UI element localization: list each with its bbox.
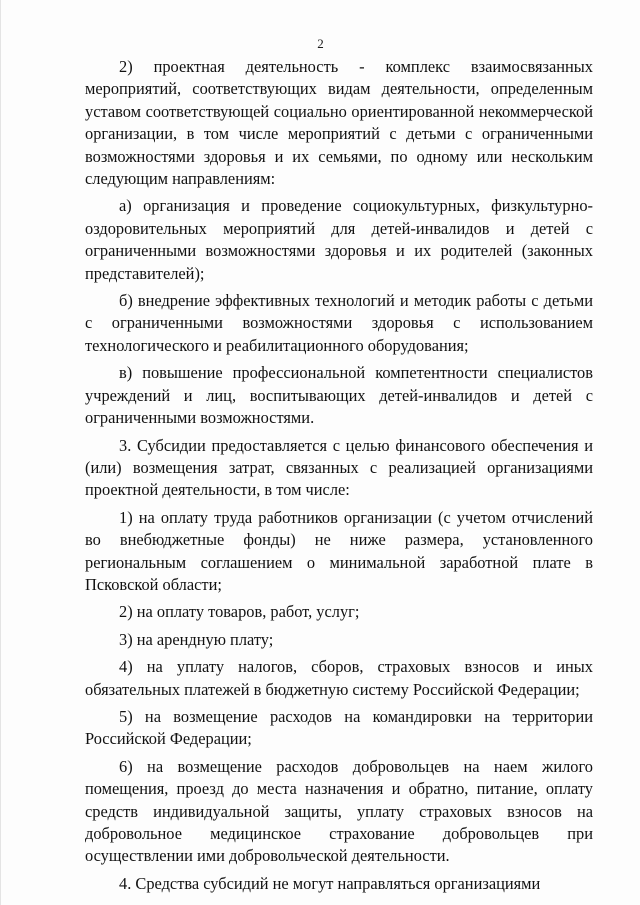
paragraph-item-4: 4) на уплату налогов, сборов, страховых взносов и иных обязательных платежей в бюджетную систему Российской Федерации; — [85, 657, 593, 699]
paragraph-item-a: а) организация и проведение социокультурных, физкультурно-оздоровительных мероприятий для детей-инвалидов и детей с ограниченными возможностями здоровья и их родителей (законных представителей); — [85, 196, 593, 283]
paragraph-item-3: 3) на арендную плату; — [119, 629, 274, 649]
paragraph-item-v: в) повышение профессиональной компетентности специалистов учреждений и лиц, воспитывающих детей-инвалидов и детей с ограниченными возможностями. — [85, 363, 593, 428]
paragraph-item-6: 6) на возмещение расходов добровольцев на наем жилого помещения, проезд до места назначения и обратно, питание, оплату средств индивидуальной защиты, уплату страховых взносов на добровольное медицинское страхование добровольцев при осуществлении ими добровольческой деятельности. — [85, 756, 593, 866]
paragraph-item-1: 1) на оплату труда работников организации (с учетом отчислений во внебюджетные фонды) не ниже размера, установленного региональным соглашением о минимальной заработной плате в Псковской области; — [85, 507, 593, 594]
paragraph-item-b: б) внедрение эффективных технологий и методик работы с детьми с ограниченными возможностями здоровья с использованием технологического и реабилитационного оборудования; — [85, 291, 593, 355]
paragraph-section-4: 4. Средства субсидий не могут направляться организациями — [119, 873, 541, 893]
page-number: 2 — [317, 36, 324, 51]
paragraph-item-2: 2) на оплату товаров, работ, услуг; — [119, 602, 360, 622]
document-body — [85, 56, 593, 895]
paragraph-item-5: 5) на возмещение расходов на командировки на территории Российской Федерации; — [85, 706, 593, 749]
paragraph-section-3: 3. Субсидии предоставляется с целью финансового обеспечения и (или) возмещения затрат, связанных с реализацией организациями проектной деятельности, в том числе: — [85, 435, 593, 500]
paragraph-project-activity: 2) проектная деятельность - комплекс взаимосвязанных мероприятий, соответствующих видам деятельности, определенным уставом соответствующей социально ориентированной некоммерческой организации, в том числе мероприятий с детьми с ограниченными возможностями здоровья и их семьями, по одному или нескольким следующим направлениям: — [85, 57, 593, 189]
